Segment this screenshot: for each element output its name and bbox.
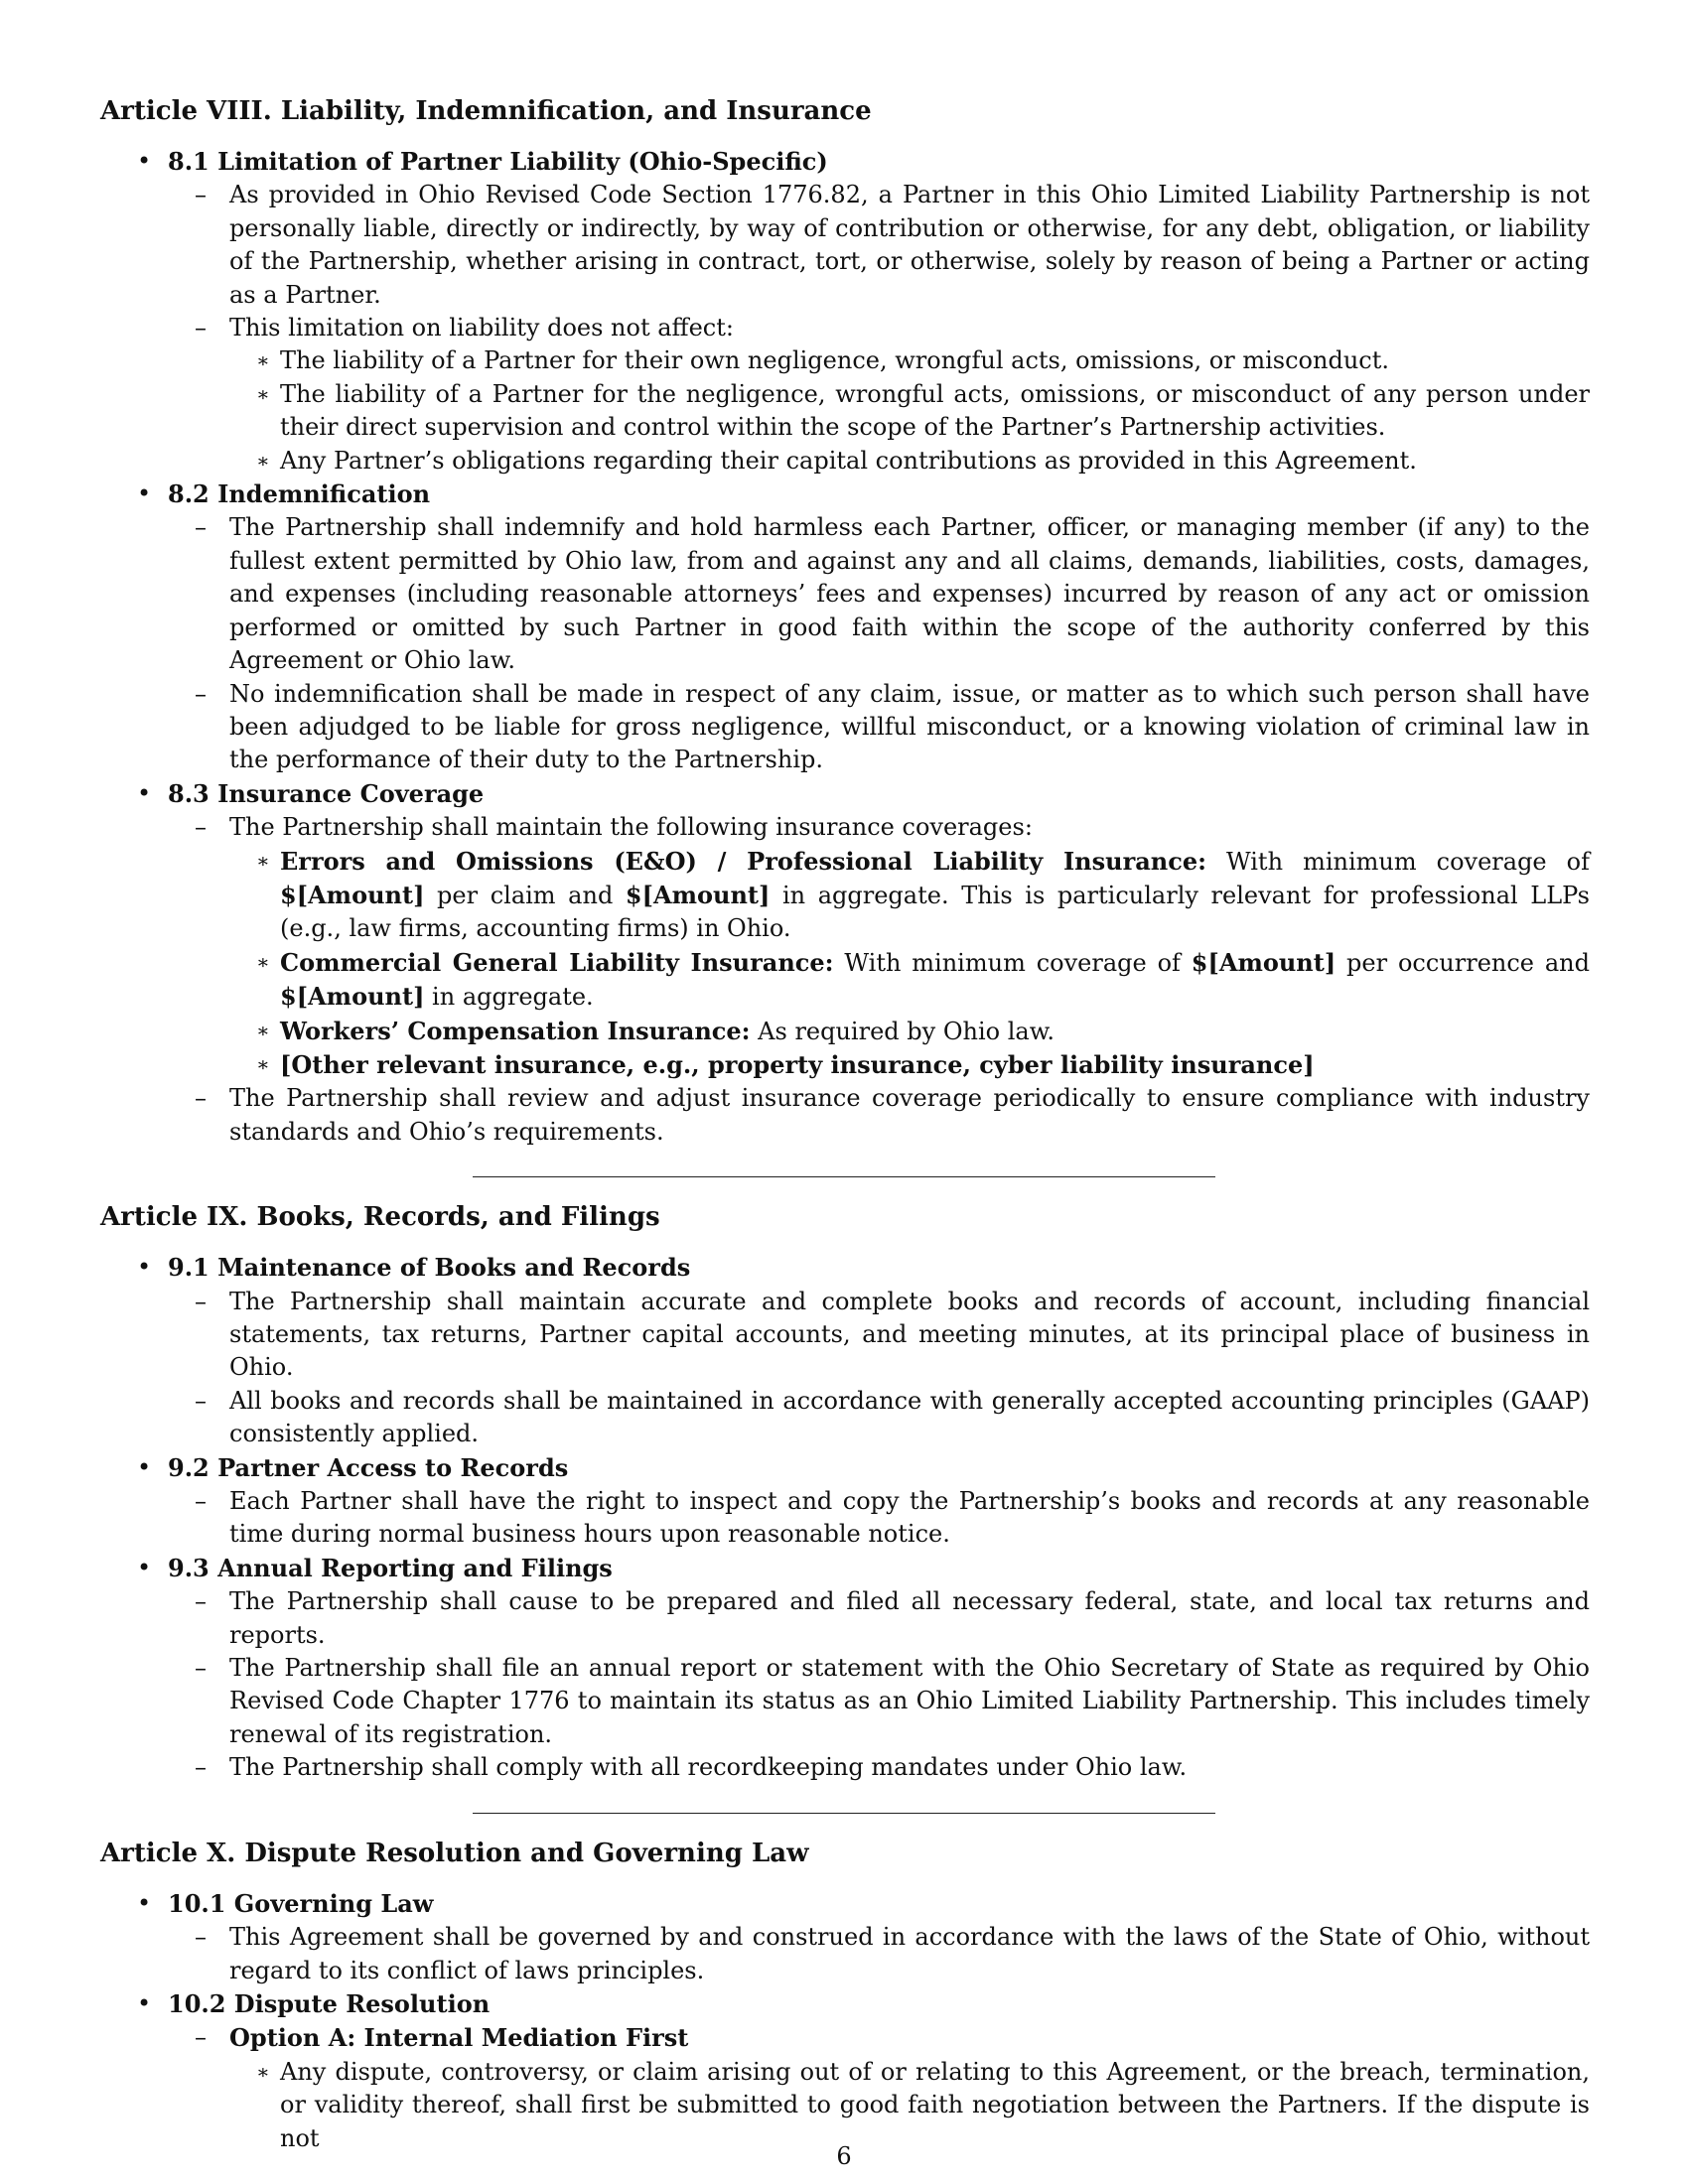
list-item [168, 1921, 1590, 1987]
list-item [168, 2021, 1590, 2155]
insurance-other [229, 1048, 1590, 1082]
section-9-1-items [168, 1286, 1590, 1451]
other-insurance: [Other relevant insurance, e.g., property insurance, cyber liability insurance] [280, 1049, 1315, 1079]
section-8-2 [100, 478, 1590, 777]
section-8-1-items [168, 179, 1590, 478]
section-8-1-heading: 8.1 Limitation of Partner Liability (Ohio-Specific) [168, 147, 828, 176]
article-viii-title: Article VIII. Liability, Indemnification, and Insurance [100, 96, 872, 126]
list-item [168, 1485, 1590, 1552]
list-item [229, 344, 1590, 377]
section-9-2-items [168, 1485, 1590, 1552]
subitem-text: ∗ Any Partner’s obligations regarding their capital contributions as provided in this Agreement. [280, 446, 1417, 475]
section-9-2 [100, 1451, 1590, 1552]
insurance-list [229, 845, 1590, 1083]
section-9-3-para-3: – The Partnership shall comply with all recordkeeping mandates under Ohio law. [229, 1753, 1188, 1782]
cgl-label: Commercial General Liability Insurance: [280, 947, 834, 977]
cgl-text-1: With minimum coverage of [833, 948, 1192, 977]
section-8-2-heading: 8.2 Indemnification [168, 479, 431, 509]
list-item [168, 511, 1590, 677]
list-item [229, 2056, 1590, 2155]
list-item [168, 1585, 1590, 1652]
option-a-heading: Option A: Internal Mediation First [229, 2023, 689, 2053]
section-8-3 [100, 777, 1590, 1149]
section-8-3-para-2: – The Partnership shall review and adjust insurance coverage periodically to ensure compliance with industry standards and Ohio’s requirements. [229, 1084, 1590, 1146]
section-8-3-items [168, 811, 1590, 1149]
section-9-3 [100, 1552, 1590, 1785]
cgl-amount-1: $[Amount] [1191, 947, 1336, 977]
section-8-3-heading: 8.3 Insurance Coverage [168, 778, 485, 808]
page-number: 6 [836, 2142, 852, 2170]
section-9-1-heading: 9.1 Maintenance of Books and Records [168, 1253, 691, 1283]
section-10-2 [100, 1987, 1590, 2155]
section-8-3-para-1: – The Partnership shall maintain the following insurance coverages: [229, 813, 1033, 842]
eo-amount-2: $[Amount] [625, 880, 771, 909]
subitem-text: ∗ The liability of a Partner for the negligence, wrongful acts, omissions, or misconduct of any person under their direct supervision and control within the scope of the Partner’s Partnership activities. [280, 379, 1590, 442]
section-8-2-para-2: – No indemnification shall be made in respect of any claim, issue, or matter as to which such person shall have been adjudged to be liable for gross negligence, willful misconduct, or a knowing violation of criminal law in the performance of their duty to the Partnership. [229, 679, 1590, 774]
article-viii-sections [100, 145, 1590, 1149]
list-item [168, 1652, 1590, 1751]
section-8-2-items [168, 511, 1590, 776]
section-9-1 [100, 1251, 1590, 1450]
section-9-1-para-2: – All books and records shall be maintained in accordance with generally accepted accounting principles (GAAP) consistently applied. [229, 1386, 1590, 1448]
wc-label: Workers’ Compensation Insurance: [280, 1016, 751, 1045]
section-10-1-heading: 10.1 Governing Law [168, 1888, 434, 1918]
section-divider [473, 1176, 1215, 1177]
section-9-3-heading: 9.3 Annual Reporting and Filings [168, 1553, 613, 1582]
eo-text-3: in aggregate. This is particularly relevant for professional LLPs (e.g., law firms, accounting firms) in Ohio. [280, 881, 1590, 943]
section-divider [473, 1813, 1215, 1814]
list-item [168, 1082, 1590, 1149]
eo-amount-1: $[Amount] [280, 880, 425, 909]
section-8-2-para-1: – The Partnership shall indemnify and hold harmless each Partner, officer, or managing member (if any) to the fullest extent permitted by Ohio law, from and against any and all claims, demands, liabilities, costs, damages, and expenses (including reasonable attorneys’ fees and expenses) incurred by reason of any act or omission performed or omitted by such Partner in good faith within the scope of the authority conferred by this Agreement or Ohio law. [229, 513, 1590, 675]
article-x-sections [100, 1887, 1590, 2155]
list-item [168, 1751, 1590, 1784]
insurance-wc [229, 1015, 1590, 1048]
section-9-2-para-1: – Each Partner shall have the right to inspect and copy the Partnership’s books and records at any reasonable time during normal business hours upon reasonable notice. [229, 1487, 1590, 1549]
list-item [229, 378, 1590, 445]
section-10-1-items [168, 1921, 1590, 1987]
list-item [168, 678, 1590, 777]
list-item [229, 445, 1590, 478]
list-item [168, 1385, 1590, 1451]
document-page [100, 95, 1590, 2155]
insurance-eo [229, 845, 1590, 946]
insurance-cgl [229, 946, 1590, 1015]
eo-text-2: per claim and [424, 881, 626, 909]
cgl-text-3: in aggregate. [424, 983, 594, 1012]
list-item [168, 179, 1590, 312]
cgl-text-2: per occurrence and [1336, 948, 1590, 977]
section-10-2-heading: 10.2 Dispute Resolution [168, 1988, 491, 2018]
option-a-para-1: ∗ Any dispute, controversy, or claim arising out of or relating to this Agreement, or the breach, termination, or validity thereof, shall first be submitted to good faith negotiation between the Partners. If the dispute is not [280, 2057, 1590, 2152]
list-item [168, 312, 1590, 478]
article-ix-title: Article IX. Books, Records, and Filings [100, 1202, 660, 1233]
article-x-title: Article X. Dispute Resolution and Governing Law [100, 1838, 809, 1868]
eo-label: Errors and Omissions (E&O) / Professional Liability Insurance: [280, 846, 1206, 876]
option-a-items [229, 2056, 1590, 2155]
section-9-3-para-1: – The Partnership shall cause to be prepared and filed all necessary federal, state, and local tax returns and reports. [229, 1587, 1590, 1649]
article-ix-sections [100, 1251, 1590, 1785]
section-8-1-para-2: – This limitation on liability does not affect: [229, 314, 734, 342]
section-8-1 [100, 145, 1590, 478]
eo-text-1: With minimum coverage of [1205, 847, 1590, 876]
list-item [168, 1286, 1590, 1385]
section-9-3-para-2: – The Partnership shall file an annual report or statement with the Ohio Secretary of State as required by Ohio Revised Code Chapter 1776 to maintain its status as an Ohio Limited Liability Partnership. This includes timely renewal of its registration. [229, 1654, 1590, 1748]
section-10-2-items [168, 2021, 1590, 2155]
section-9-1-para-1: – The Partnership shall maintain accurate and complete books and records of account, including financial statements, tax returns, Partner capital accounts, and meeting minutes, at its principal place of business in Ohio. [229, 1287, 1590, 1382]
list-item [168, 811, 1590, 1082]
wc-text: As required by Ohio law. [750, 1017, 1055, 1045]
section-8-1-para-1: – As provided in Ohio Revised Code Section 1776.82, a Partner in this Ohio Limited Liability Partnership is not personally liable, directly or indirectly, by way of contribution or otherwise, for any debt, obligation, or liability of the Partnership, whether arising in contract, tort, or otherwise, solely by reason of being a Partner or acting as a Partner. [229, 181, 1590, 309]
section-9-3-items [168, 1585, 1590, 1784]
section-9-2-heading: 9.2 Partner Access to Records [168, 1452, 569, 1482]
section-10-1-para-1: – This Agreement shall be governed by and construed in accordance with the laws of the State of Ohio, without regard to its conflict of laws principles. [229, 1923, 1590, 1984]
cgl-amount-2: $[Amount] [280, 982, 425, 1012]
subitem-text: ∗ The liability of a Partner for their own negligence, wrongful acts, omissions, or misconduct. [280, 346, 1389, 375]
section-10-1 [100, 1887, 1590, 1987]
section-8-1-subitems [229, 344, 1590, 478]
